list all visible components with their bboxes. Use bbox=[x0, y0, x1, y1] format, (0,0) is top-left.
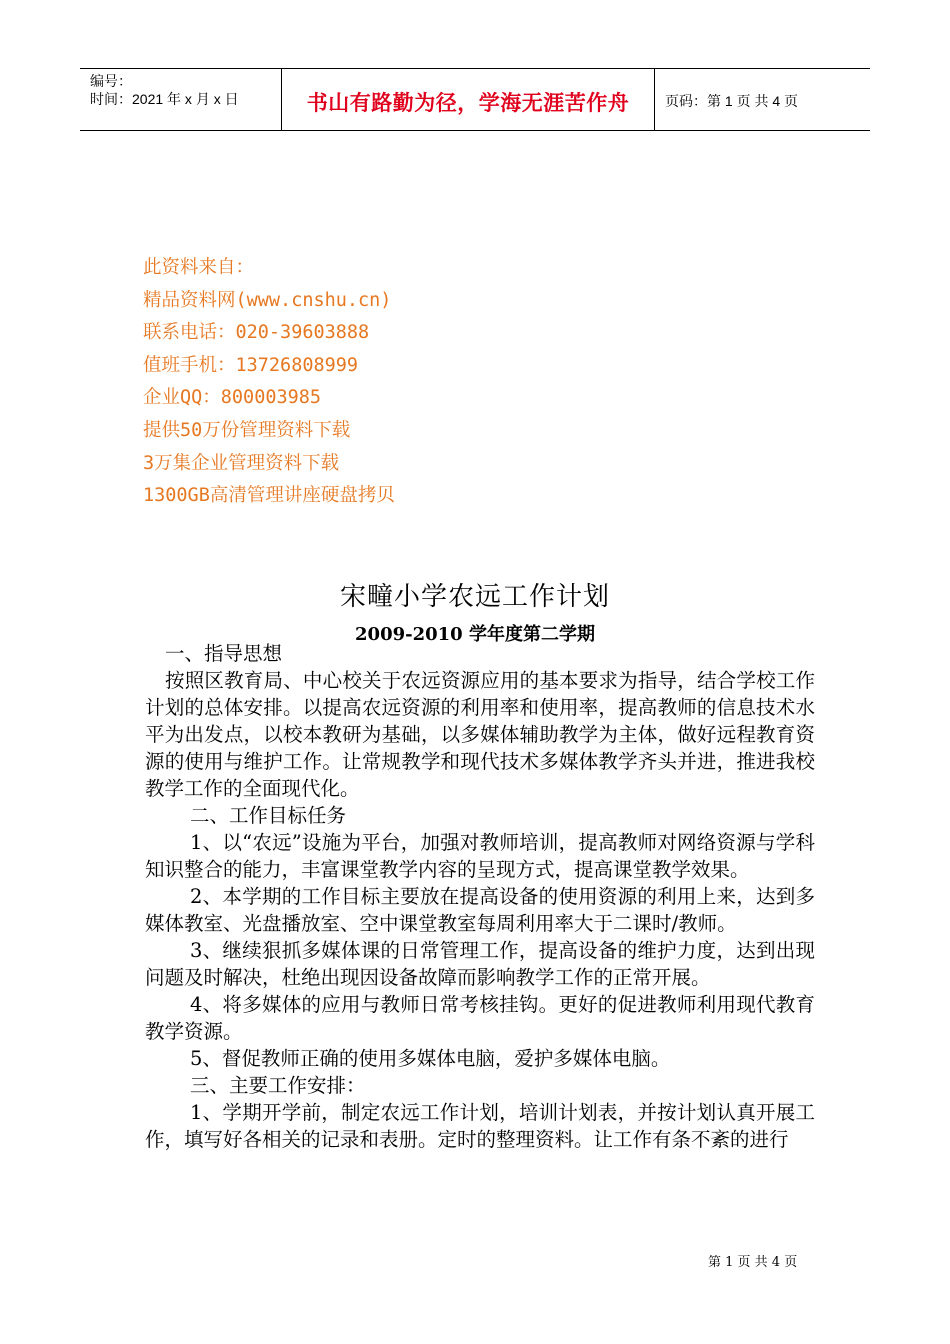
goal-item-2: 2、本学期的工作目标主要放在提高设备的使用资源的利用上来，达到多媒体教室、光盘播放室、空中课堂教室每周利用率大于二课时/教师。 bbox=[145, 885, 815, 935]
document-header bbox=[80, 68, 870, 131]
document-subtitle: 2009-2010 学年度第二学期 bbox=[355, 624, 595, 645]
source-line-phone: 联系电话：020-39603888 bbox=[143, 322, 370, 344]
section-heading-guiding-ideology: 一、指导思想 bbox=[165, 642, 283, 665]
goal-item-1: 1、以“农远”设施为平台，加强对教师培训，提高教师对网络资源与学科知识整合的能力，丰富课堂教学内容的呈现方式，提高课堂教学效果。 bbox=[145, 831, 815, 881]
header-page-cell bbox=[655, 69, 870, 130]
section-heading-arrangements: 三、主要工作安排： bbox=[190, 1074, 366, 1097]
arrangement-item-1: 1、学期开学前，制定农远工作计划，培训计划表，并按计划认真开展工作，填写好各相关的记录和表册。定时的整理资料。让工作有条不紊的进行 bbox=[145, 1101, 815, 1151]
header-motto: 书山有路勤为径，学海无涯苦作舟 bbox=[306, 91, 630, 115]
paragraph-guiding-ideology: 按照区教育局、中心校关于农远资源应用的基本要求为指导，结合学校工作计划的总体安排。以提高农远资源的利用率和使用率，提高教师的信息技术水平为出发点，以校本教研为基础，以多媒体辅助教学为主体，做好远程教育资源的使用与维护工作。让常规教学和现代技术多媒体教学齐头并进，推进我校教学工作的全面现代化。 bbox=[145, 669, 815, 800]
goal-item-3: 3、继续狠抓多媒体课的日常管理工作，提高设备的维护力度，达到出现问题及时解决，杜绝出现因设备故障而影响教学工作的正常开展。 bbox=[145, 939, 815, 989]
document-date-label: 时间：2021 年 x 月 x 日 bbox=[90, 91, 239, 107]
header-meta-cell bbox=[80, 69, 282, 130]
document-body bbox=[145, 640, 815, 1153]
page-footer: 第 1 页 共 4 页 bbox=[708, 1255, 798, 1270]
goal-item-4: 4、将多媒体的应用与教师日常考核挂钩。更好的促进教师利用现代教育教学资源。 bbox=[145, 993, 815, 1043]
source-line-qq: 企业QQ：800003985 bbox=[143, 387, 322, 409]
source-line-website: 精品资料网(www.cnshu.cn) bbox=[143, 289, 392, 311]
header-page-number: 页码：第 1 页 共 4 页 bbox=[665, 93, 799, 109]
source-line-offer-2: 3万集企业管理资料下载 bbox=[143, 452, 340, 474]
source-line-mobile: 值班手机：13726808999 bbox=[143, 354, 359, 376]
source-line-offer-1: 提供50万份管理资料下载 bbox=[143, 419, 351, 441]
document-number-label: 编号： bbox=[90, 73, 132, 89]
source-line-intro: 此资料来自： bbox=[143, 257, 255, 278]
header-motto-cell bbox=[282, 69, 655, 130]
source-info-block bbox=[143, 252, 395, 513]
section-heading-goals: 二、工作目标任务 bbox=[190, 804, 347, 827]
source-line-offer-3: 1300GB高清管理讲座硬盘拷贝 bbox=[143, 485, 395, 507]
goal-item-5: 5、督促教师正确的使用多媒体电脑，爱护多媒体电脑。 bbox=[190, 1047, 671, 1070]
document-title: 宋疃小学农远工作计划 bbox=[339, 582, 610, 612]
